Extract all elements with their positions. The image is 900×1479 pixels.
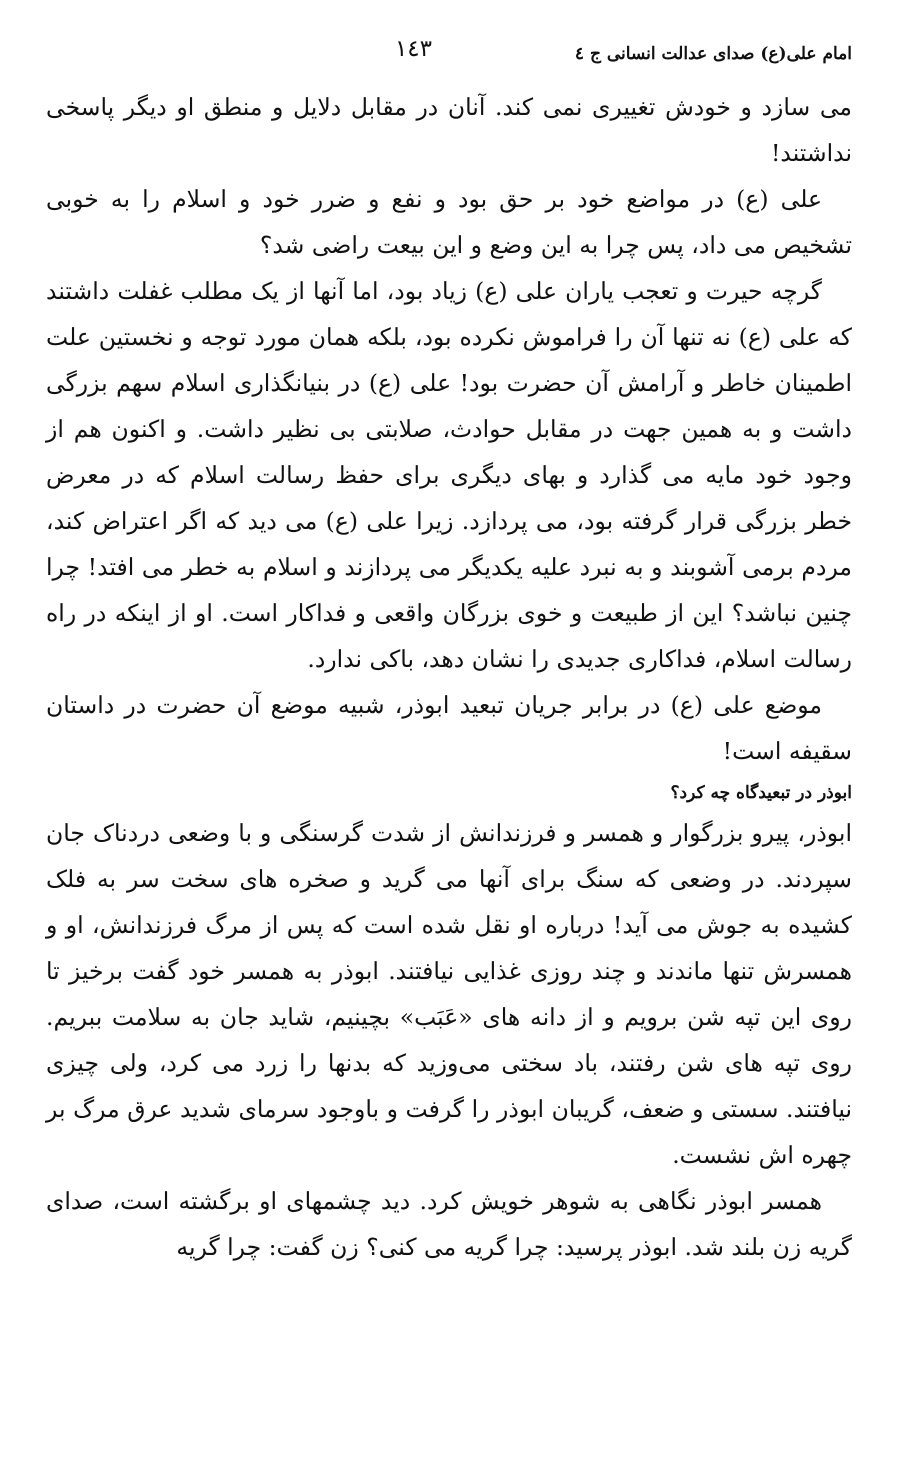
paragraph-explanation: گرچه حیرت و تعجب یاران علی (ع) زیاد بود، اما آنها از یک مطلب غفلت داشتند که علی (ع) نه تنها آن را فراموش نکرده بود، بلکه همان مورد توجه و نخستین علت اطمینان خاطر و آرامش آن حضرت بود! علی (ع) در بنیانگذاری اسلام سهم بزرگی داشت و به همین جهت در مقابل حوادث، صلابتی بی نظیر داشت. و اکنون هم از وجود خود مایه می گذارد و بهای دیگری برای حفظ رسالت اسلام که در معرض خطر بزرگی قرار گرفته بود، می پردازد. زیرا علی (ع) می دید که اگر اعتراض کند، مردم برمی آشوبند و به نبرد علیه یکدیگر می پردازند و اسلام به خطر می افتد! چرا چنین نباشد؟ این از طبیعت و خوی بزرگان واقعی و فداکار است. او از اینکه در راه رسالت اسلام، فداکاری جدیدی را نشان دهد، باکی ندارد.: [46, 277, 852, 673]
paragraph-wife: همسر ابوذر نگاهی به شوهر خویش کرد. دید چشمهای او برگشته است، صدای گریه زن بلند شد. ابوذر پرسید: چرا گریه می کنی؟ زن گفت: چرا گریه: [46, 1187, 852, 1261]
section-heading: ابوذر در تبعیدگاه چه کرد؟: [670, 783, 852, 803]
page-number: ١٤٣: [394, 36, 432, 62]
paragraph-continuation: می سازد و خودش تغییری نمی کند. آنان در مقابل دلایل و منطق او دیگر پاسخی نداشتند!: [46, 93, 852, 167]
paragraph-exile: ابوذر، پیرو بزرگوار و همسر و فرزندانش از شدت گرسنگی و با وضعی دردناک جان سپردند. در وضعی که سنگ برای آنها می گرید و صخره های سخت سر به فلک کشیده به جوش می آید! درباره او نقل شده است که پس از مرگ فرزندانش، او و همسرش تنها ماندند و چند روزی غذایی نیافتند. ابوذر به همسر خود گفت برخیز تا روی این تپه شن برویم و از دانه های «عَبَب» بچینیم، شاید جان به سلامت ببریم. روی تپه های شن رفتند، باد سختی می‌وزید که بدنها را زرد می کرد، ولی چیزی نیافتند. سستی و ضعف، گریبان ابوذر را گرفت و باوجود سرمای شدید عرق مرگ بر چهره اش نشست.: [46, 819, 852, 1169]
running-header: [46, 36, 852, 72]
paragraph-question: علی (ع) در مواضع خود بر حق بود و نفع و ضرر خود و اسلام را به خوبی تشخیص می داد، پس چرا به این وضع و این بیعت راضی شد؟: [46, 185, 852, 259]
paragraph-comparison: موضع علی (ع) در برابر جریان تبعید ابوذر، شبیه موضع آن حضرت در داستان سقیفه است!: [46, 691, 852, 765]
page-body: [46, 84, 852, 1270]
book-title: امام علی(ع) صدای عدالت انسانی ج ٤: [574, 44, 852, 64]
